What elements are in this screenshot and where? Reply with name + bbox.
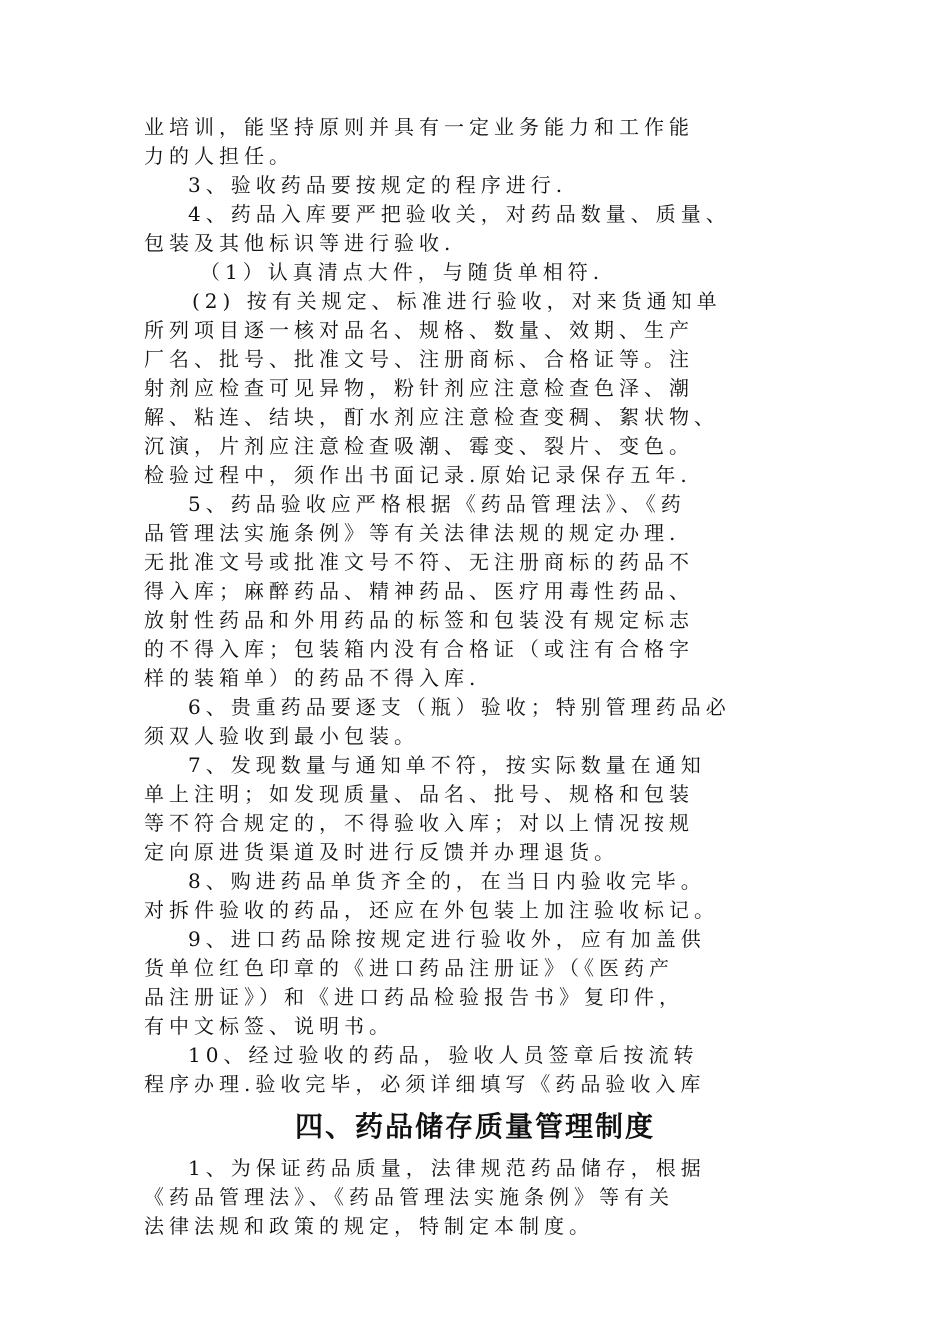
- text-line: 5、药品验收应严格根据《药品管理法》、《药: [188, 492, 686, 516]
- text-line: 程序办理.验收完毕，必须详细填写《药品验收入库: [144, 1072, 706, 1096]
- text-line: 4、药品入库要严把验收关，对药品数量、质量、: [188, 202, 731, 226]
- text-line: 3、验收药品要按规定的程序进行.: [188, 173, 568, 197]
- text-line: 品注册证》）和《进口药品检验报告书》复印件，: [144, 985, 684, 1009]
- text-line: 法律法规和政策的规定，特制定本制度。: [144, 1214, 594, 1238]
- text-line: 8、购进药品单货齐全的，在当日内验收完毕。: [188, 869, 706, 893]
- text-line: 10、经过验收的药品，验收人员签章后按流转: [188, 1043, 699, 1067]
- text-line: 检验过程中，须作出书面记录.原始记录保存五年.: [144, 463, 692, 487]
- text-line: 样的装箱单）的药品不得入库.: [144, 666, 481, 690]
- section-heading: 四、药品储存质量管理制度: [294, 1110, 655, 1143]
- text-line: 业培训，能坚持原则并具有一定业务能力和工作能: [144, 115, 694, 139]
- text-line: 单上注明；如发现质量、品名、批号、规格和包装: [144, 782, 694, 806]
- text-line: 射剂应检查可见异物，粉针剂应注意检查色泽、潮: [144, 376, 694, 400]
- text-line: 得入库；麻醉药品、精神药品、医疗用毒性药品、: [144, 579, 694, 603]
- text-line: 厂名、批号、批准文号、注册商标、合格证等。注: [144, 347, 694, 371]
- text-line: (2) 按有关规定、标准进行验收，对来货通知单: [192, 289, 722, 313]
- text-line: 放射性药品和外用药品的标签和包装没有规定标志: [144, 608, 694, 632]
- text-line: 沉演，片剂应注意检查吸潮、霉变、裂片、变色。: [144, 434, 694, 458]
- text-line: 品管理法实施条例》等有关法律法规的规定办理.: [144, 521, 681, 545]
- text-line: 所列项目逐一核对品名、规格、数量、效期、生产: [144, 318, 694, 342]
- text-line: 须双人验收到最小包装。: [144, 724, 419, 748]
- text-line: 9、进口药品除按规定进行验收外，应有加盖供: [188, 927, 706, 951]
- text-line: 对拆件验收的药品，还应在外包装上加注验收标记。: [144, 898, 719, 922]
- text-line: 货单位红色印章的《进口药品注册证》（《医药产: [144, 956, 674, 980]
- text-line: 7、发现数量与通知单不符，按实际数量在通知: [188, 753, 706, 777]
- text-line: 等不符合规定的，不得验收入库；对以上情况按规: [144, 811, 694, 835]
- text-line: （1）认真清点大件，与随货单相符.: [200, 260, 605, 284]
- text-line: 6、贵重药品要逐支（瓶）验收；特别管理药品必: [188, 695, 731, 719]
- text-line: 力的人担任。: [144, 144, 294, 168]
- text-line: 解、粘连、结块，酊水剂应注意检查变稠、絮状物、: [144, 405, 719, 429]
- text-line: 包装及其他标识等进行验收.: [144, 231, 456, 255]
- text-line: 《药品管理法》、《药品管理法实施条例》等有关: [144, 1185, 674, 1209]
- text-line: 的不得入库；包装箱内没有合格证（或注有合格字: [144, 637, 694, 661]
- text-line: 定向原进货渠道及时进行反馈并办理退货。: [144, 840, 619, 864]
- text-line: 有中文标签、说明书。: [144, 1014, 394, 1038]
- text-line: 1、为保证药品质量，法律规范药品储存，根据: [188, 1156, 706, 1180]
- text-line: 无批准文号或批准文号不符、无注册商标的药品不: [144, 550, 694, 574]
